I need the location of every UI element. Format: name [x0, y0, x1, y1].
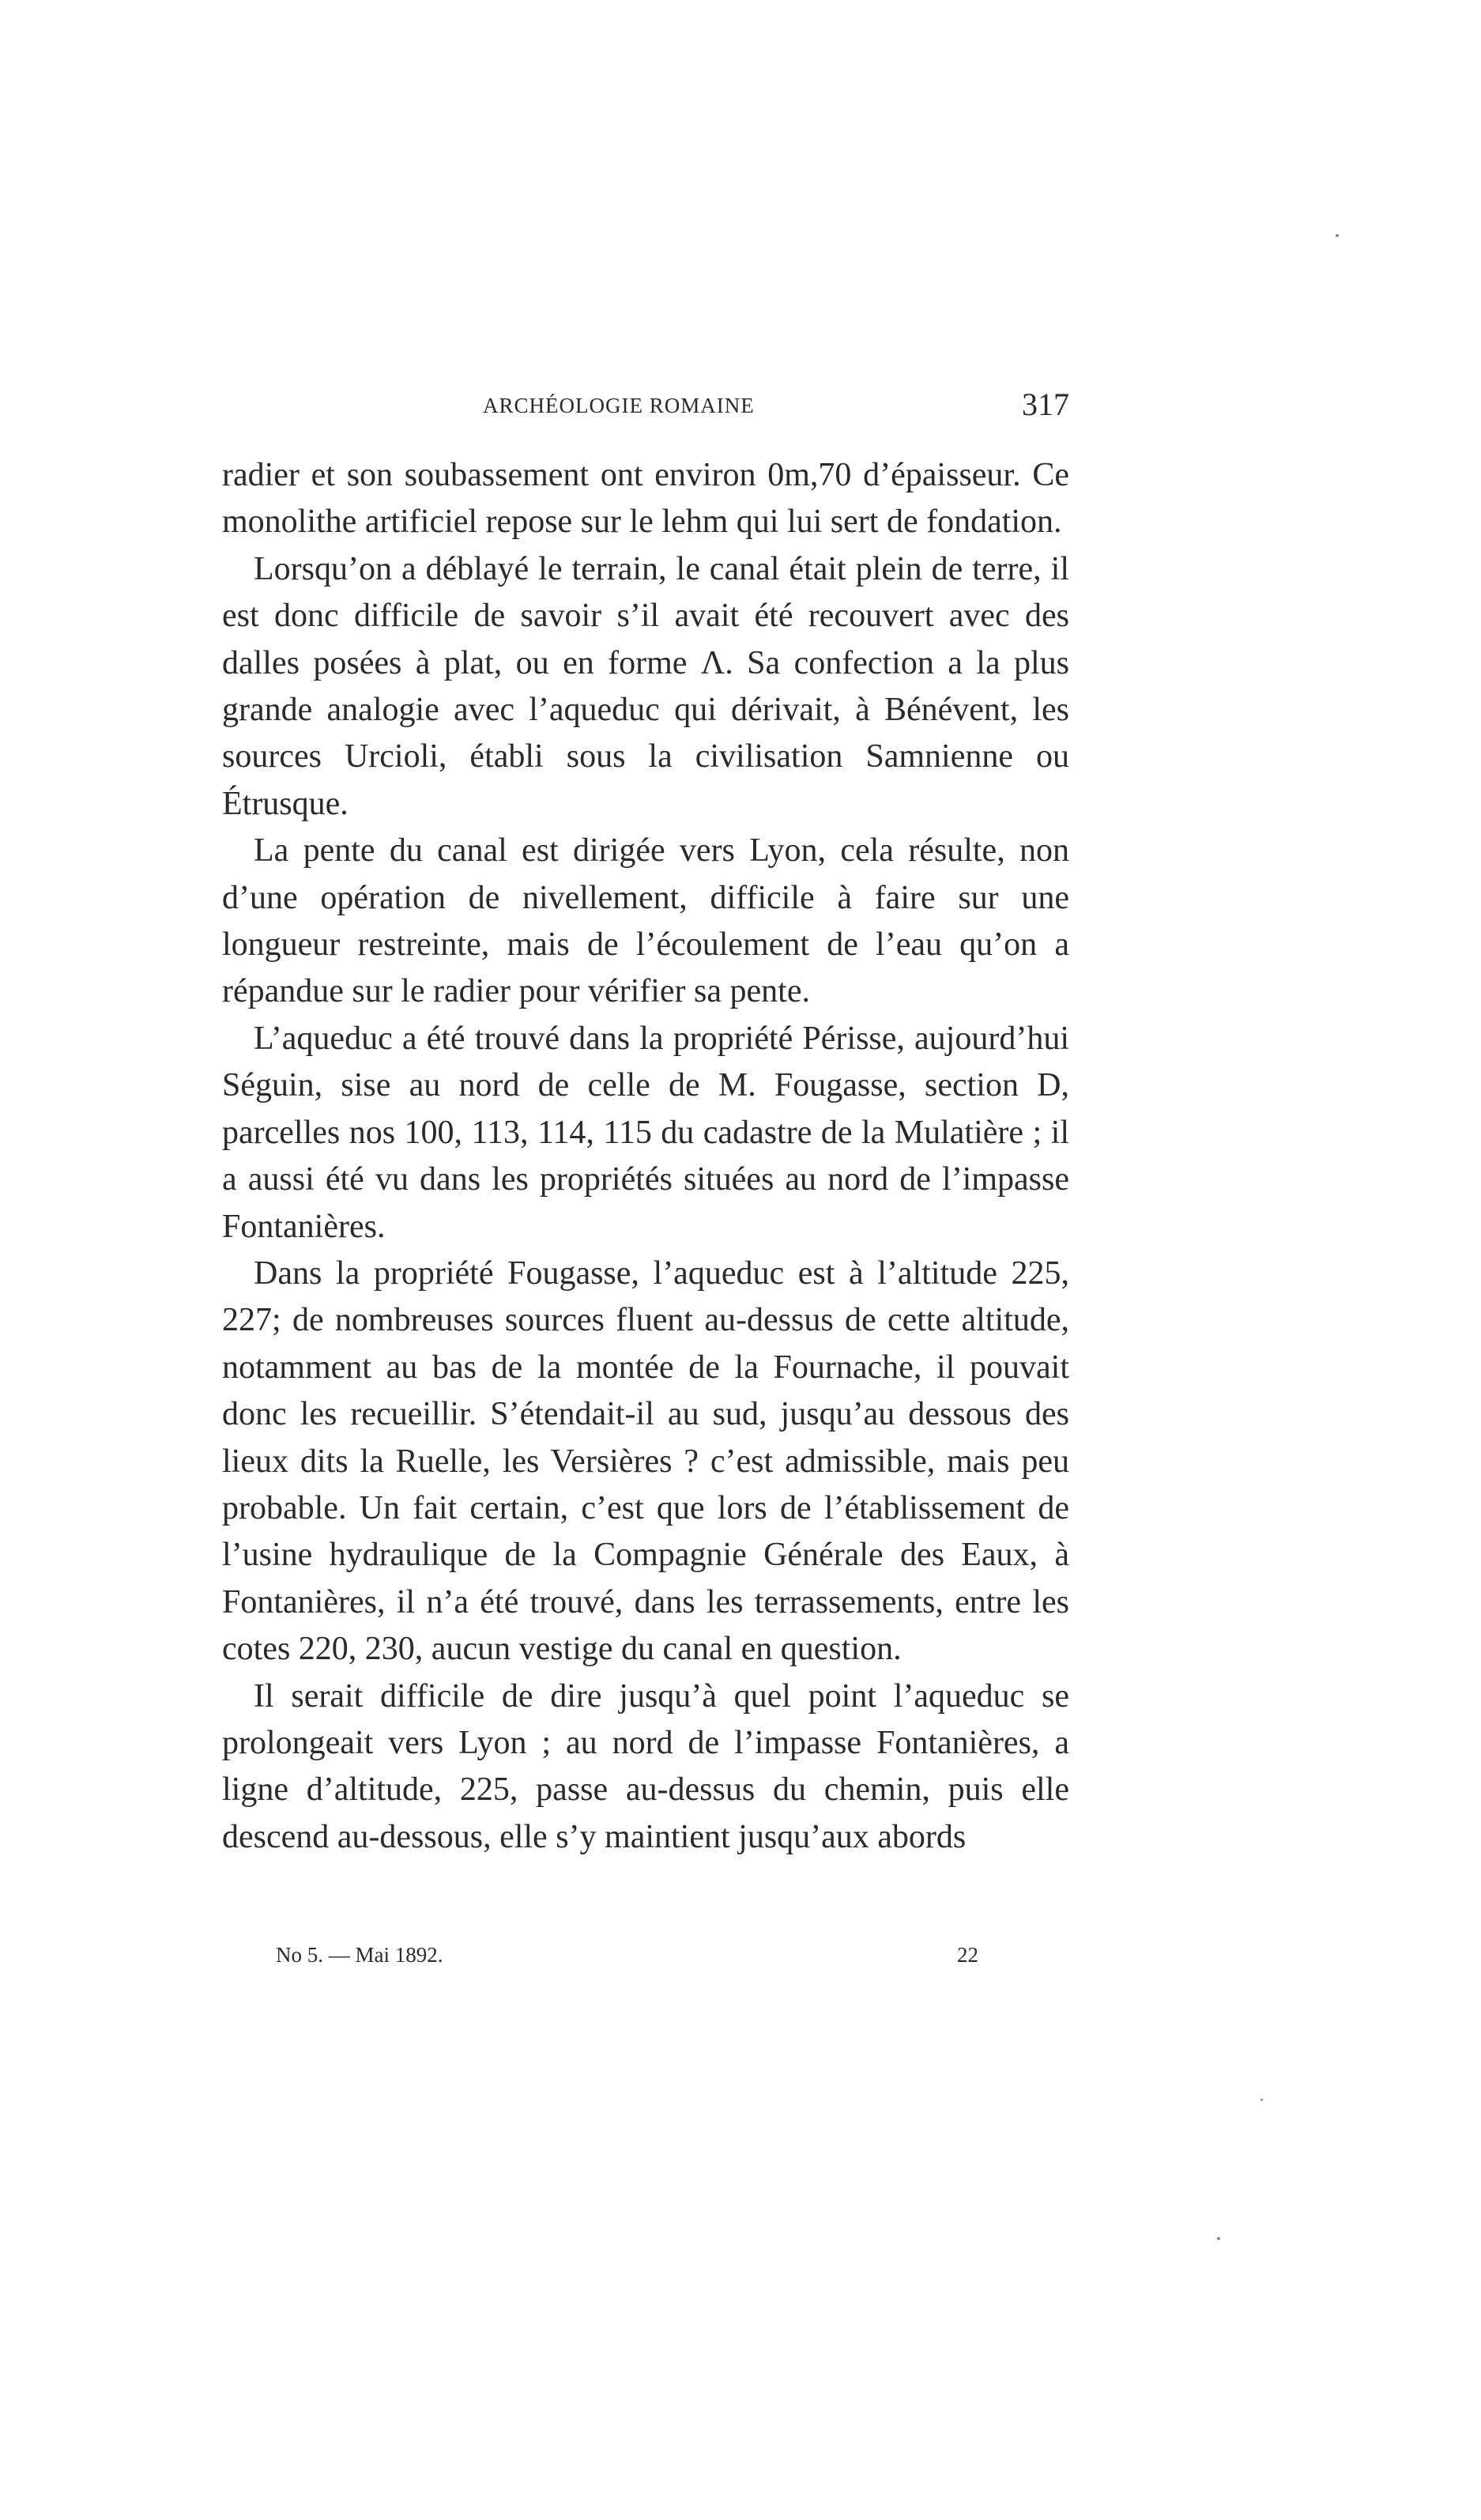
paragraph: La pente du canal est dirigée vers Lyon, cela résulte, non d’une opération de nivellement, difficile à faire sur une longueur restreinte, mais de l’écoulement de l’eau qu’on a répandue sur le radier pour vérifier sa pente.: [222, 832, 1069, 1010]
paragraph: Il serait difficile de dire jusqu’à quel point l’aqueduc se prolongeait vers Lyon ; au nord de l’impasse Fontanières, a ligne d’altitude, 225, passe au-dessus du chemin, puis elle descend au-dessous, elle s’y maintient jusqu’aux abords: [222, 1677, 1069, 1855]
paper-speck: [1336, 234, 1339, 237]
paragraph: L’aqueduc a été trouvé dans la propriété Périsse, aujourd’hui Séguin, sise au nord de celle de M. Fougasse, section D, parcelles nos 100, 113, 114, 115 du cadastre de la Mulatière ; il a aussi été vu dans les propriétés situées au nord de l’impasse Fontanières.: [222, 1020, 1069, 1245]
sheet-number: 22: [957, 1943, 978, 1967]
running-head: [222, 386, 1069, 433]
paper-speck: [1217, 2237, 1220, 2240]
body-text: [222, 452, 1069, 1861]
paper-speck: [1261, 2099, 1263, 2101]
paragraph: radier et son soubassement ont environ 0m,70 d’épaisseur. Ce monolithe artificiel repose sur le lehm qui lui sert de fondation.: [222, 457, 1069, 541]
signature-mark: No 5. — Mai 1892.: [276, 1943, 443, 1967]
paragraph: Dans la propriété Fougasse, l’aqueduc est à l’altitude 225, 227; de nombreuses sources fluent au-dessus de cette altitude, notamment au bas de la montée de la Fournache, il pouvait donc les recueillir. S’étendait-il au sud, jusqu’au dessous des lieux dits la Ruelle, les Versières ? c’est admissible, mais peu probable. Un fait certain, c’est que lors de l’établissement de l’usine hydraulique de la Compagnie Générale des Eaux, à Fontanières, il n’a été trouvé, dans les terrassements, entre les cotes 220, 230, aucun vestige du canal en question.: [222, 1254, 1069, 1668]
page-number: 317: [1022, 387, 1069, 422]
page-footer: [222, 1943, 1069, 1975]
running-title: ARCHÉOLOGIE ROMAINE: [483, 394, 755, 417]
paragraph: Lorsqu’on a déblayé le terrain, le canal était plein de terre, il est donc difficile de savoir s’il avait été recouvert avec des dalles posées à plat, ou en forme Λ. Sa confection a la plus grande analogie avec l’aqueduc qui dérivait, à Bénévent, les sources Urcioli, établi sous la civilisation Samnienne ou Étrusque.: [222, 550, 1069, 822]
